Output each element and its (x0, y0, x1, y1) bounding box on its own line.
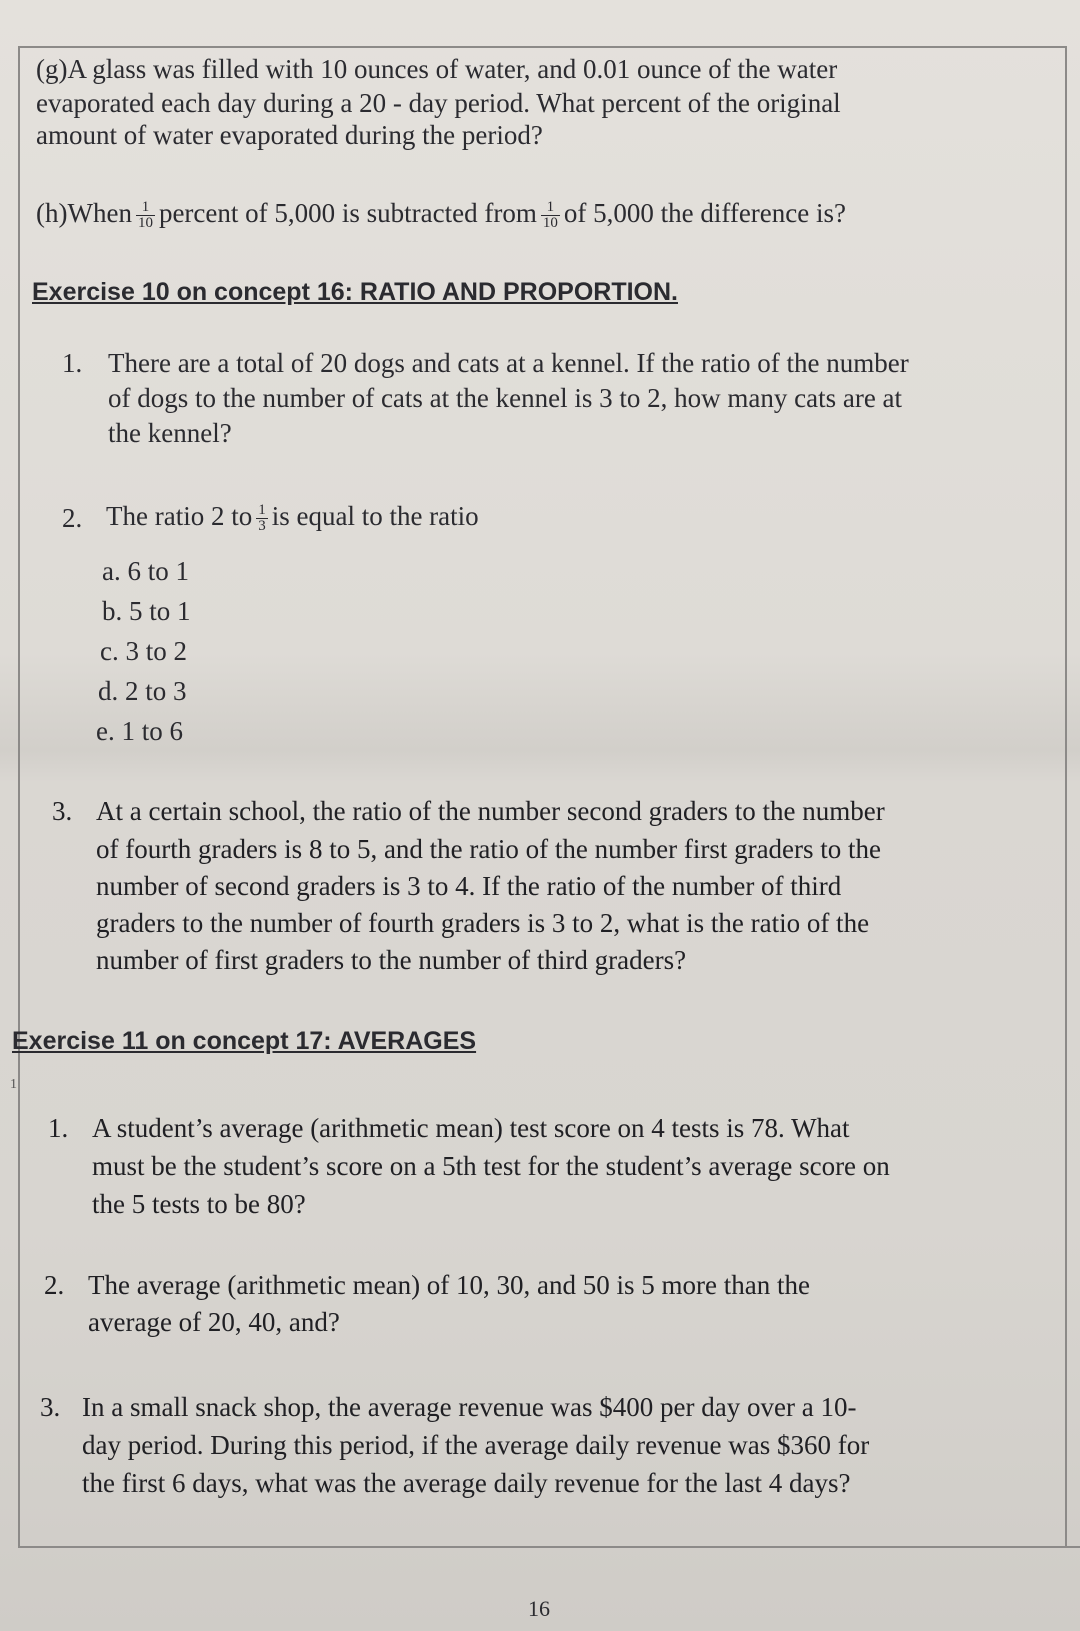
ex10-q3-line-5: number of first graders to the number of third graders? (96, 945, 687, 975)
ex10-q2-option-b (102, 596, 191, 627)
option-letter: c. (100, 636, 119, 666)
ex10-q3-line-2: of fourth graders is 8 to 5, and the ratio of the number first graders to the (96, 834, 882, 864)
fraction-denominator: 3 (258, 518, 266, 535)
question-h (36, 196, 846, 231)
option-text: 2 to 3 (125, 676, 187, 706)
fraction-numerator: 1 (136, 200, 155, 216)
page-number: 16 (528, 1596, 550, 1621)
exercise-10-heading: Exercise 10 on concept 16: RATIO AND PROPORTION. (32, 278, 678, 306)
question-g-line-3: amount of water evaporated during the period? (36, 120, 543, 150)
option-text: 5 to 1 (129, 596, 191, 626)
fraction-one-third (256, 503, 268, 534)
ex11-q3-number: 3. (40, 1392, 61, 1422)
ex11-q1-line-2: must be the student’s score on a 5th test for the student’s average score on (92, 1151, 890, 1181)
fraction-numerator: 1 (541, 200, 560, 216)
ex10-q2-stem (106, 499, 479, 534)
ex10-q2-part-1: The ratio 2 to (106, 501, 253, 531)
ex11-q2-line-1: The average (arithmetic mean) of 10, 30, and 50 is 5 more than the (88, 1270, 810, 1300)
question-g-line-2: evaporated each day during a 20 - day period. What percent of the original (36, 88, 841, 118)
exercise-11-heading: Exercise 11 on concept 17: AVERAGES (12, 1027, 477, 1055)
ex10-q3-line-3: number of second graders is 3 to 4. If the ratio of the number of third (96, 871, 842, 901)
ex11-q3-line-1: In a small snack shop, the average revenue was $400 per day over a 10- (82, 1392, 857, 1422)
option-letter: b. (102, 596, 123, 626)
ex10-q1-line-1: There are a total of 20 dogs and cats at a kennel. If the ratio of the number (108, 348, 909, 378)
ex10-q3-line-4: graders to the number of fourth graders is 3 to 2, what is the ratio of the (96, 908, 870, 938)
ex10-q1-line-2: of dogs to the number of cats at the kennel is 3 to 2, how many cats are at (108, 383, 903, 413)
question-h-part-2: percent of 5,000 is subtracted from (158, 198, 537, 228)
bottom-divider (18, 1546, 1080, 1548)
option-letter: e. (96, 716, 115, 746)
ex10-q2-option-e (96, 716, 183, 747)
ex11-q1-number: 1. (48, 1113, 69, 1143)
fraction-denominator: 10 (137, 215, 153, 232)
ex11-q3-line-2: day period. During this period, if the average daily revenue was $360 for (82, 1430, 870, 1460)
option-text: 3 to 2 (125, 636, 187, 666)
fraction-one-tenth (541, 200, 560, 231)
option-letter: d. (98, 676, 119, 706)
ex10-q3-line-1: At a certain school, the ratio of the number second graders to the number (96, 796, 885, 826)
option-text: 6 to 1 (127, 556, 189, 586)
question-h-part-3: of 5,000 the difference is? (563, 198, 846, 228)
ex10-q2-option-c (100, 636, 187, 667)
ex11-q1-line-1: A student’s average (arithmetic mean) test score on 4 tests is 78. What (92, 1113, 850, 1143)
fraction-denominator: 10 (542, 215, 558, 232)
ex10-q2-part-2: is equal to the ratio (271, 501, 479, 531)
fraction-numerator: 1 (258, 502, 266, 519)
ex10-q3-number: 3. (52, 796, 73, 826)
question-h-part-1: (h)When (36, 198, 132, 228)
ex10-q1-line-3: the kennel? (108, 418, 232, 448)
ex11-q3-line-3: the first 6 days, what was the average daily revenue for the last 4 days? (82, 1468, 851, 1498)
ex10-q2-option-d (98, 676, 187, 707)
stray-mark: 1 (10, 1077, 17, 1092)
option-text: 1 to 6 (121, 716, 183, 746)
question-g-line-1: (g)A glass was filled with 10 ounces of water, and 0.01 ounce of the water (36, 54, 838, 84)
ex11-q2-number: 2. (44, 1270, 65, 1300)
ex10-q2-option-a (102, 556, 189, 587)
fraction-one-tenth (136, 200, 155, 231)
ex11-q1-line-3: the 5 tests to be 80? (92, 1189, 306, 1219)
ex10-q1-number: 1. (62, 348, 83, 378)
option-letter: a. (102, 556, 121, 586)
ex10-q2-number: 2. (62, 503, 83, 533)
ex11-q2-line-2: average of 20, 40, and? (88, 1307, 340, 1337)
